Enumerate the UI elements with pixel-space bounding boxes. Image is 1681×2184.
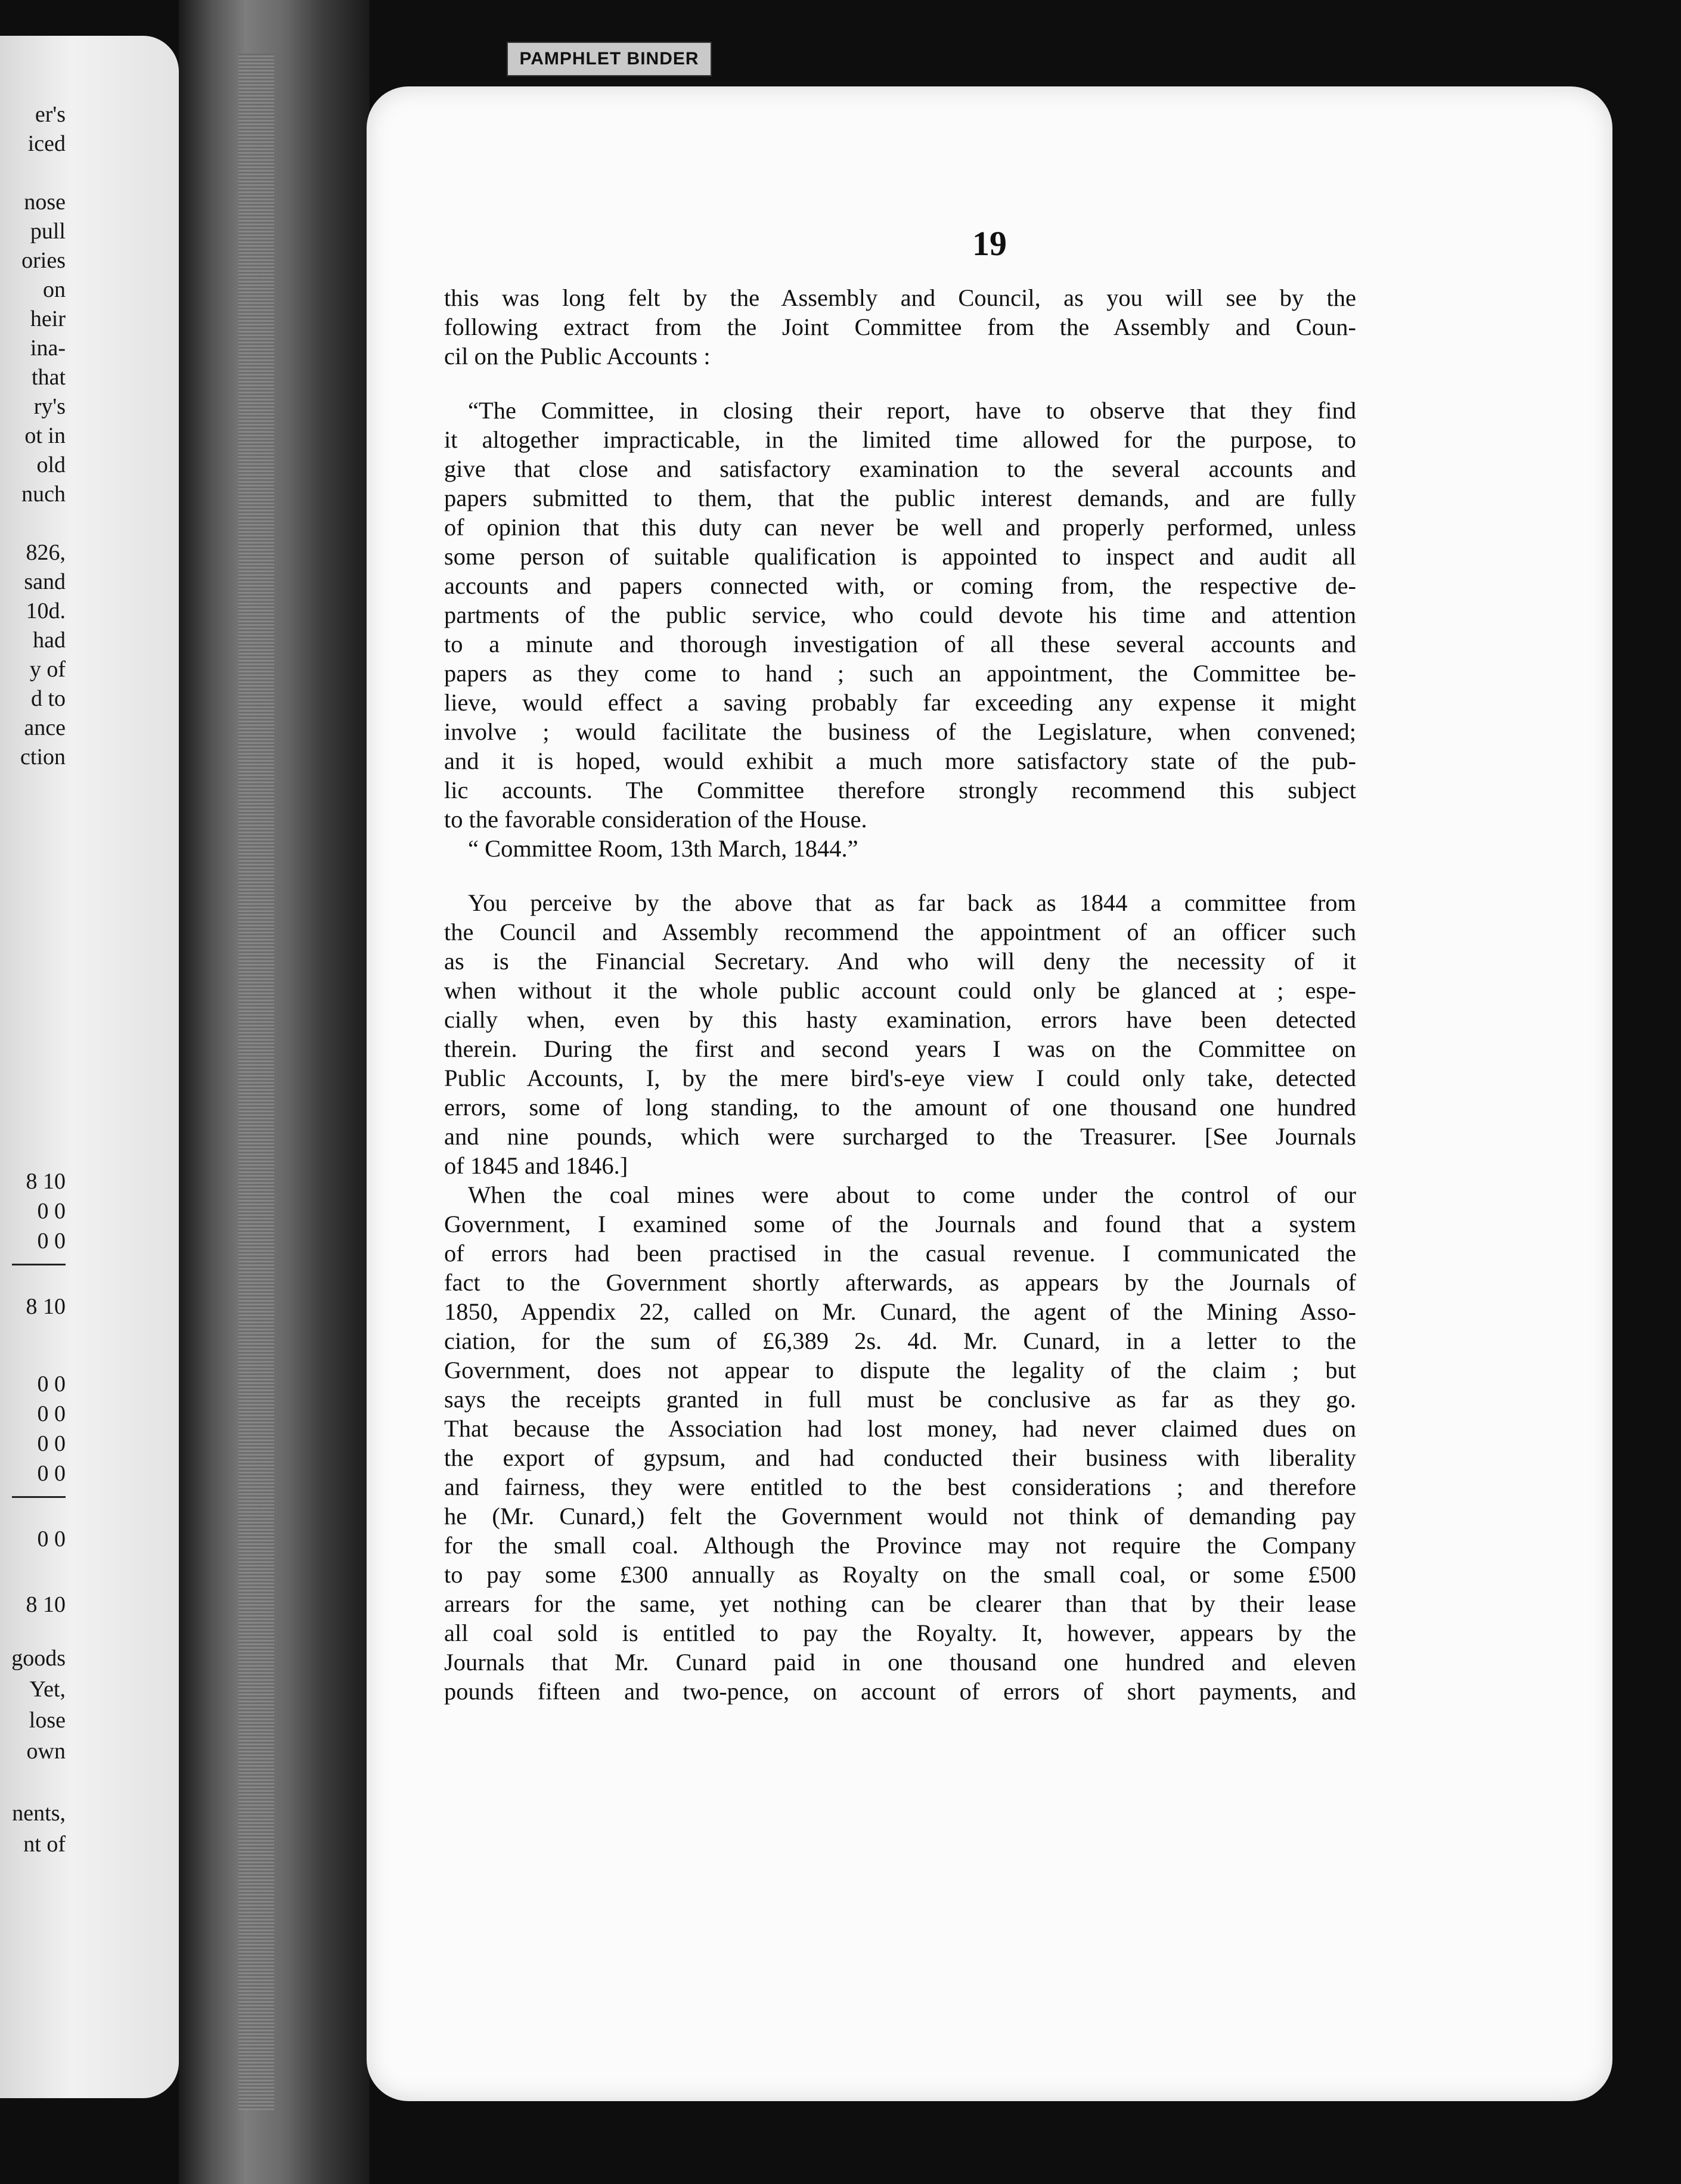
para2-line: Journals that Mr. Cunard paid in one thousand one hundred and eleven [444, 1649, 1356, 1676]
para1-line: You perceive by the above that as far back as 1844 a committee from [468, 889, 1356, 916]
para2-line: 1850, Appendix 22, called on Mr. Cunard, the agent of the Mining Asso- [444, 1298, 1356, 1325]
para2-line: fact to the Government shortly afterwards, as appears by the Journals of [444, 1269, 1356, 1296]
para1-line: the Council and Assembly recommend the appointment of an officer such [444, 919, 1356, 945]
facing-page-figure: 0 0 [37, 1461, 66, 1486]
facing-page-fragment: ories [21, 248, 66, 273]
para2-line: for the small coal. Although the Province may not require the Company [444, 1532, 1356, 1559]
facing-page-fragment: nuch [21, 482, 66, 507]
para1-line: Public Accounts, I, by the mere bird's-eye view I could only take, detected [444, 1065, 1356, 1091]
facing-page-fragment: that [32, 365, 66, 390]
para2-line: That because the Association had lost money, had never claimed dues on [444, 1415, 1356, 1442]
facing-page-fragment: 826, [26, 540, 66, 565]
facing-page-figure: 0 0 [37, 1199, 66, 1224]
para2-line: Government, I examined some of the Journals and found that a system [444, 1211, 1356, 1237]
facing-page-figure: 0 0 [37, 1228, 66, 1254]
quote-line: give that close and satisfactory examination to the several accounts and [444, 455, 1356, 482]
para1-line: cially when, even by this hasty examination, errors have been detected [444, 1006, 1356, 1033]
quote-line: of opinion that this duty can never be well and properly performed, unless [444, 514, 1356, 541]
quote-line: some person of suitable qualification is appointed to inspect and audit all [444, 543, 1356, 570]
para2-line: he (Mr. Cunard,) felt the Government would not think of demanding pay [444, 1503, 1356, 1530]
facing-page-fragment: on [43, 277, 66, 302]
quote-signature: “ Committee Room, 13th March, 1844.” [468, 835, 858, 862]
quote-line: papers as they come to hand ; such an appointment, the Committee be- [444, 660, 1356, 687]
para2-line: Government, does not appear to dispute the legality of the claim ; but [444, 1357, 1356, 1383]
quote-line: papers submitted to them, that the public interest demands, and are fully [444, 485, 1356, 511]
facing-page-fragment: er's [35, 102, 66, 127]
body-text [444, 283, 1356, 1706]
para2-line: says the receipts granted in full must be conclusive as far as they go. [444, 1386, 1356, 1413]
facing-page-fragment: nents, [12, 1801, 66, 1826]
binding-strip [238, 54, 274, 2110]
facing-page-figure: 0 0 [37, 1372, 66, 1397]
facing-page-figure: 0 0 [37, 1527, 66, 1552]
facing-page-fragment: sand [24, 569, 66, 594]
facing-page-fragment: heir [30, 306, 66, 331]
facing-page-fragment: pull [30, 219, 66, 244]
para1-line: errors, some of long standing, to the amount of one thousand one hundred [444, 1094, 1356, 1121]
facing-page-fragment: nose [24, 190, 66, 215]
para2-line: arrears for the same, yet nothing can be clearer than that by their lease [444, 1590, 1356, 1617]
facing-page-figure: 0 0 [37, 1401, 66, 1426]
paragraph-coal-mines [444, 1180, 1356, 1706]
paragraph-financial-secretary [444, 888, 1356, 1180]
para2-line: ciation, for the sum of £6,389 2s. 4d. Mr. Cunard, in a letter to the [444, 1327, 1356, 1354]
facing-page-fragment: ot in [24, 423, 66, 448]
facing-page-fragment: old [36, 452, 66, 477]
quote-line: “The Committee, in closing their report, have to observe that they find [468, 397, 1356, 424]
facing-page-fragment: ry's [33, 394, 66, 419]
para2-line: of errors had been practised in the casual revenue. I communicated the [444, 1240, 1356, 1267]
facing-page-fragment: ance [24, 715, 66, 740]
facing-page-fragment: own [26, 1739, 66, 1764]
intro-line: cil on the Public Accounts : [444, 343, 711, 370]
intro-paragraph [444, 283, 1356, 371]
facing-page-fragment: ction [20, 744, 66, 770]
facing-page-figure: 8 10 [26, 1169, 66, 1194]
facing-page-figure: 8 10 [26, 1294, 66, 1319]
facing-page-rule [12, 1264, 66, 1265]
para2-line: to pay some £300 annually as Royalty on the small coal, or some £500 [444, 1561, 1356, 1588]
facing-page-fragment: lose [29, 1708, 66, 1733]
facing-page-fragment: 10d. [26, 598, 66, 623]
quote-line: involve ; would facilitate the business of the Legislature, when convened; [444, 718, 1356, 745]
document-page [367, 86, 1612, 2101]
facing-page-fragment: goods [11, 1646, 66, 1671]
quote-line: accounts and papers connected with, or coming from, the respective de- [444, 572, 1356, 599]
para1-line: when without it the whole public account could only be glanced at ; espe- [444, 977, 1356, 1004]
para1-line: and nine pounds, which were surcharged to the Treasurer. [See Journals [444, 1123, 1356, 1150]
facing-page-fragment: iced [27, 131, 66, 156]
page-number: 19 [972, 224, 1007, 263]
facing-page-fragment: d to [30, 686, 66, 711]
quote-line: to a minute and thorough investigation of all these several accounts and [444, 631, 1356, 657]
para1-line: as is the Financial Secretary. And who will deny the necessity of it [444, 948, 1356, 975]
para1-line: therein. During the first and second years I was on the Committee on [444, 1035, 1356, 1062]
para2-line: all coal sold is entitled to pay the Royalty. It, however, appears by the [444, 1620, 1356, 1646]
quote-line: lic accounts. The Committee therefore strongly recommend this subject [444, 777, 1356, 804]
quote-line: it altogether impracticable, in the limited time allowed for the purpose, to [444, 426, 1356, 453]
quote-line: and it is hoped, would exhibit a much more satisfactory state of the pub- [444, 747, 1356, 774]
facing-page-fragment: y of [29, 657, 66, 682]
facing-page-fragment: Yet, [29, 1677, 66, 1702]
quote-line: to the favorable consideration of the House. [444, 806, 867, 833]
para2-line: and fairness, they were entitled to the best considerations ; and therefore [444, 1473, 1356, 1500]
facing-page-fragment: had [33, 628, 66, 653]
para2-line: the export of gypsum, and had conducted their business with liberality [444, 1444, 1356, 1471]
facing-page-figure: 8 10 [26, 1592, 66, 1617]
para2-line: When the coal mines were about to come under the control of our [468, 1181, 1356, 1208]
para2-line: pounds fifteen and two-pence, on account of errors of short payments, and [444, 1678, 1356, 1705]
quote-line: partments of the public service, who could devote his time and attention [444, 601, 1356, 628]
para1-line: of 1845 and 1846.] [444, 1152, 628, 1179]
binder-label: PAMPHLET BINDER [507, 42, 712, 76]
intro-line: following extract from the Joint Committee from the Assembly and Coun- [444, 314, 1356, 340]
facing-page-left [0, 36, 179, 2098]
facing-page-fragment: nt of [23, 1832, 66, 1857]
facing-page-figure: 0 0 [37, 1431, 66, 1456]
facing-page-rule [12, 1496, 66, 1498]
facing-page-fragment: ina- [30, 336, 66, 361]
committee-quote [444, 396, 1356, 834]
book-gutter [179, 0, 370, 2184]
quote-line: lieve, would effect a saving probably far exceeding any expense it might [444, 689, 1356, 716]
intro-line: this was long felt by the Assembly and Council, as you will see by the [444, 284, 1356, 311]
